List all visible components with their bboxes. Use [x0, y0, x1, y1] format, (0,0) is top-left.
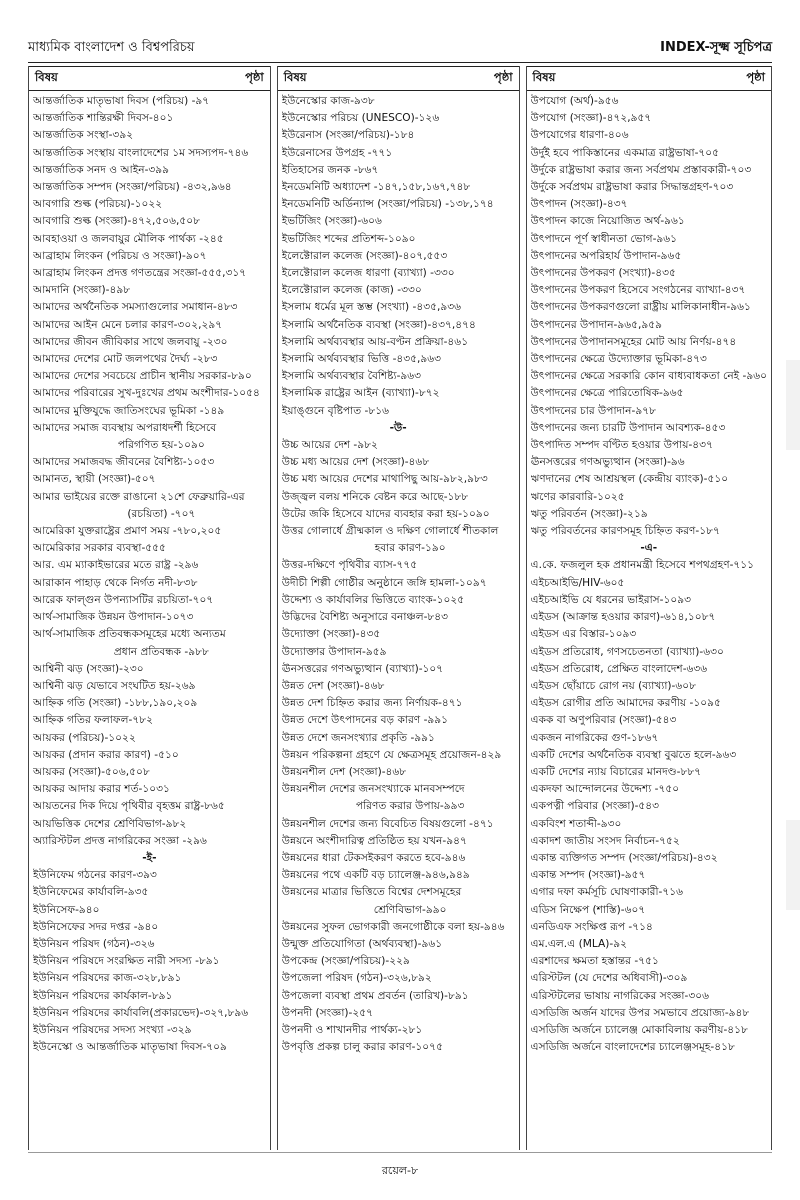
index-entry: উর্দুকে রাষ্ট্রভাষা করার জন্য সর্বপ্রথম প্রস্তাবকারী-৭০৩ [530, 163, 752, 176]
index-entry: ইউনিসেফ-৯৪০ [33, 903, 100, 916]
index-entry: একান্ত ব্যক্তিগত সম্পদ (সংজ্ঞা/পরিচয়)-৪৩২ [530, 851, 718, 864]
index-entry: আমাদের সমাজবদ্ধ জীবনের বৈশিষ্ট্য-১০৫৩ [33, 456, 215, 469]
index-entry: আয়কর (পরিচয়)-১০২২ [33, 731, 136, 744]
index-entry: আর. এম ম্যাকাইভারের মতে রাষ্ট্র -২৯৬ [33, 559, 199, 572]
index-entry: এডিস নিক্ষেপ (শাস্তি)-৬০৭ [530, 903, 646, 916]
index-entry: ইউনিয়ন পরিষদের কাজ-৩২৮,৮৯১ [33, 972, 182, 985]
index-entry: উন্নত দেশ চিহ্নিত করার জন্য নির্ণায়ক-৪৭১ [281, 697, 463, 710]
index-entry: এইডস এর বিস্তার-১০৯৩ [530, 628, 637, 641]
column-header [527, 66, 771, 91]
index-entry: ঊনসত্তরের গণঅভ্যুত্থান (সংজ্ঞা)-৯৬ [530, 456, 685, 469]
index-entry: ইলেক্টোরাল কলেজ ধারণা (ব্যাখ্যা) -৩৩০ [281, 267, 455, 280]
index-entry: উন্নত দেশে জনসংখ্যার প্রকৃতি -৯৯১ [281, 731, 435, 744]
index-entry: উর্দুকে সর্বপ্রথম রাষ্ট্রভাষা করার সিদ্ধান্তগ্রহণ-৭০৩ [530, 181, 734, 194]
index-entry: ইসলামি অর্থনৈতিক ব্যবস্থা (সংজ্ঞা)-৪৩৭,৪৭৪ [281, 318, 476, 331]
index-entry: এইচআইভি যে ধরনের ভাইরাস-১০৯৩ [530, 593, 692, 606]
index-entry: আবহাওয়া ও জলবায়ুর মৌলিক পার্থক্য -২৪৫ [33, 232, 224, 245]
page-edge-shading [786, 820, 800, 910]
index-entry: উৎপাদনে পূর্ণ স্বাধীনতা ভোগ-৯৬১ [530, 232, 678, 245]
index-entry: এইডস প্রতিরোধ, গণসচেতনতা (ব্যাখ্যা)-৬৩০ [530, 645, 724, 658]
index-entry: আমাদের আইন মেনে চলার কারণ-৩০২,২৯৭ [33, 318, 223, 331]
index-entry: আয়কর (প্রদান করার কারণ) -৫১০ [33, 748, 179, 761]
index-entry: এইচআইভি/HIV-৬০৫ [530, 576, 625, 589]
index-entry: আমাদের পরিবারের সুখ-দুঃখের প্রথম অংশীদার-১০৫৪ [33, 387, 260, 400]
index-entry: উপজেলা পরিষদ (গঠন)-৩২৬,৮৯২ [281, 972, 432, 985]
index-entry: আশ্বিনী ঝড় (সংজ্ঞা)-২৩০ [33, 662, 144, 675]
index-entry: একদফা আন্দোলনের উদ্দেশ্য -৭৫০ [530, 783, 680, 796]
index-entry: এইডস (আক্রান্ত হওয়ার কারণ)-৬১৪,১০৮৭ [530, 611, 716, 624]
index-entry: উপযোগ (অর্থ)-৯৫৬ [530, 95, 619, 107]
index-entry: আন্তর্জাতিক শান্তিরক্ষী দিবস-৪০১ [33, 112, 174, 125]
index-entry: উৎপাদনের ক্ষেত্রে পারিতোষিক-৯৬৫ [530, 387, 684, 400]
index-entry: ইউনেস্কো ও আন্তর্জাতিক মাতৃভাষা দিবস-৭০৯ [33, 1041, 227, 1054]
entry-list [29, 91, 270, 1058]
index-entry: ইভটিজিং (সংজ্ঞা)-৬০৬ [281, 215, 382, 228]
index-entry: ইনডেমনিটি অর্ডিন্যান্স (সংজ্ঞা/পরিচয়) -১৩৮,১৭৪ [281, 198, 494, 211]
index-entry: আন্তর্জাতিক সংস্থা-৩৯২ [33, 129, 134, 142]
index-entry-continuation: পরিগণিত হয়-১০৯০ [117, 439, 205, 452]
index-entry: এরিস্টটল (যে দেশের অধিবাসী)-৩০৯ [530, 972, 688, 985]
index-entry: এসডিজি অর্জনে চ্যালেঞ্জ মোকাবিলায় করণীয়-৪১৮ [530, 1023, 748, 1036]
index-entry: এসডিজি অর্জন যাদের উপর সমভাবে প্রয়োজ্য-৯৪৮ [530, 1006, 750, 1019]
page-footer: রয়েল-৮ [381, 1164, 419, 1177]
index-entry: উপজেলা ব্যবস্থা প্রথম প্রবর্তন (তারিখ)-৮৯১ [281, 989, 469, 1002]
index-entry: ইউনিফেম গঠনের কারণ-৩৯৩ [33, 869, 157, 882]
index-entry: আন্তর্জাতিক সংস্থায় বাংলাদেশের ১ম সদস্যপদ-৭৪৬ [33, 146, 249, 159]
index-entry-continuation: (রচয়িতা) -৭০৭ [127, 507, 196, 520]
index-entry: একপত্নী পরিবার (সংজ্ঞা)-৫৪৩ [530, 800, 660, 813]
index-entry: উজ্জ্বল বলয় শনিকে বেষ্টন করে আছে-১৮৮ [281, 490, 469, 503]
index-entry: আয়তনের দিক দিয়ে পৃথিবীর বৃহত্তম রাষ্ট্র-৮৬৫ [33, 800, 225, 813]
index-entry: ঋতু পরিবর্তনের কারণসমূহ চিহ্নিত করণ-১৮৭ [530, 525, 720, 538]
index-entry: উৎপাদনের উপকরণ হিসেবে সংগঠনের ব্যাখ্যা-৪৩৭ [530, 284, 746, 297]
column-header [278, 66, 519, 91]
index-entry: আমাদের অর্থনৈতিক সমস্যাগুলোর সমাধান-৪৮৩ [33, 301, 238, 314]
index-entry: অ্যারিস্টটল প্রদত্ত নাগরিকের সংজ্ঞা -২৯৬ [33, 834, 207, 847]
index-entry: উৎপাদনের উপকরণগুলো রাষ্ট্রীয় মালিকানাধীন-৯৬১ [530, 301, 751, 314]
index-entry: উন্মুক্ত প্রতিযোগিতা (অর্থব্যবস্থা)-৯৬১ [281, 937, 443, 950]
index-entry: উন্নয়নশীল দেশের জন্য বিবেচিত বিষয়গুলো -৪৭১ [281, 817, 494, 830]
index-entry: উপনদী ও শাখানদীর পার্থক্য-২৮১ [281, 1023, 423, 1036]
index-entry: আর্থ-সামাজিক উন্নয়ন উপাদান-১০৭৩ [33, 611, 194, 624]
index-entry: ঋণের কারবারি-১০২৫ [530, 490, 625, 503]
index-title: INDEX-সূক্ষ্ম সূচিপত্র [660, 40, 772, 55]
index-entry: উৎপাদন (সংজ্ঞা)-৪৩৭ [530, 198, 628, 211]
index-entry-continuation: পরিণত করার উপায়-৯৯৩ [355, 800, 465, 813]
index-entry: উৎপাদনের ক্ষেত্রে উদ্যোক্তার ভূমিকা-৪৭৩ [530, 353, 707, 366]
index-entry: ইউনেস্কোর কাজ-৯৩৮ [281, 95, 375, 107]
index-entry: আমাদের মুক্তিযুদ্ধে জাতিসংঘের ভূমিকা -১৪৯ [33, 404, 225, 417]
index-entry: ইউনেস্কোর পরিচয় (UNESCO)-১২৬ [281, 112, 440, 125]
index-entry: উত্তর-দক্ষিণে পৃথিবীর ব্যাস-৭৭৫ [281, 559, 418, 572]
index-columns [28, 66, 772, 1150]
index-entry-continuation: শ্রেণিবিভাগ-৯৯০ [373, 903, 447, 916]
index-entry: একটি দেশের ন্যায় বিচারের মানদণ্ড-৮৮৭ [530, 765, 702, 778]
entry-list [278, 91, 519, 1058]
index-entry: উত্তর গোলার্ধে গ্রীষ্মকাল ও দক্ষিণ গোলার্ধে শীতকাল [281, 525, 499, 538]
index-entry: ইলেক্টোরাল কলেজ (সংজ্ঞা)-৪০৭,৫৫৩ [281, 249, 448, 262]
index-entry: ইসলামিক রাষ্ট্রের আইন (ব্যাখ্যা)-৮৭২ [281, 387, 440, 400]
entry-list [527, 91, 771, 1058]
index-entry: ইসলামি অর্থব্যবস্থার বৈশিষ্ট্য-৯৬৩ [281, 370, 422, 383]
index-entry: উৎপাদনের উপাদান-৯৬৫,৯৫৯ [530, 318, 662, 331]
index-entry: একজন নাগরিকের গুণ-১৮৬৭ [530, 731, 659, 744]
index-entry: আশ্বিনী ঝড় যেভাবে সংঘটিত হয়-২৬৯ [33, 679, 196, 692]
index-entry: ইসলামি অর্থব্যবস্থার ভিত্তি -৪৩৫,৯৬৩ [281, 353, 442, 366]
index-entry: একক বা অণুপরিবার (সংজ্ঞা)-৫৪৩ [530, 714, 677, 727]
index-entry: ইউনিফেমের কার্যাবলি-৯৩৫ [33, 886, 149, 899]
index-entry: ইউনিয়ন পরিষদের সদস্য সংখ্যা -৩২৯ [33, 1023, 192, 1036]
index-entry: ইতিহাসের জনক -৮৬৭ [281, 163, 379, 176]
index-entry: উটের জকি হিসেবে যাদের ব্যবহার করা হয়-১০৯০ [281, 507, 490, 520]
index-entry: এম.এল.এ (MLA)-৯২ [530, 937, 627, 950]
index-entry: এরিস্টটলের ভাষায় নাগরিকের সংজ্ঞা-৩০৬ [530, 989, 709, 1002]
index-entry-continuation: প্রধান প্রতিবন্ধক -৯৮৮ [113, 645, 209, 658]
index-entry: আমাদের সমাজ ব্যবস্থায় অপরাধদর্শী হিসেবে [33, 421, 217, 434]
index-entry: ইউনিয়ন পরিষদের কার্যকাল-৮৯১ [33, 989, 173, 1002]
subject-heading: বিষয় [283, 70, 307, 84]
index-entry: একটি দেশের অর্থনৈতিক ব্যবস্থা বুঝতে হলে-৯৬৩ [530, 748, 737, 761]
index-entry: আরাকান পাহাড় থেকে নির্গত নদী-৮৩৮ [33, 576, 198, 589]
index-entry: আবগারি শুল্ক (সংজ্ঞা)-৪৭২,৫০৬,৫০৮ [33, 215, 201, 228]
index-entry: উপবৃত্তি প্রকল্প চালু করার কারণ-১০৭৫ [281, 1041, 443, 1054]
index-entry: একবিংশ শতাব্দী-৯৩০ [530, 817, 622, 830]
index-entry: এনডিএফ সংক্ষিপ্ত রূপ -৭১৪ [530, 920, 653, 933]
index-entry: আমদানি (সংজ্ঞা)-৪৯৮ [33, 284, 131, 297]
index-entry: উন্নয়নের মাত্রার ভিত্তিতে বিশ্বের দেশসমূহের [281, 886, 462, 899]
index-entry: আয়কর আদায় করার শর্ত-১০৩১ [33, 783, 170, 796]
book-title: মাধ্যমিক বাংলাদেশ ও বিশ্বপরিচয় [28, 40, 195, 55]
index-entry: এ.কে. ফজলুল হক প্রধানমন্ত্রী হিসেবে শপথগ্রহণ-৭১১ [530, 559, 755, 572]
index-entry: উদ্ভিদের বৈশিষ্ট্য অনুসারে বনাঞ্চল-৮৪৩ [281, 611, 449, 624]
index-entry: আহ্নিক গতি (সংজ্ঞা) -১৮৮,১৯০,২০৯ [33, 697, 198, 710]
index-entry: উৎপাদন কাজে নিয়োজিত অর্থ-৯৬১ [530, 215, 685, 228]
section-letter: -ই- [142, 851, 157, 864]
index-entry: উন্নয়নের সুফল ভোগকারী জনগোষ্ঠীকে বলা হয়-৯৪৬ [281, 920, 505, 933]
column-header [29, 66, 270, 91]
index-entry: আমাদের জীবন জীবিকার সাথে জলবায়ু -২৩০ [33, 335, 228, 348]
index-entry: আর্থ-সামাজিক প্রতিবন্ধকসমূহের মধ্যে অন্যতম [33, 628, 226, 641]
index-entry: ইলেক্টোরাল কলেজ (কাজ) -৩৩০ [281, 284, 422, 297]
index-entry: আমার ভাইয়ের রক্তে রাঙানো ২১শে ফেব্রুয়ারি-এর [33, 490, 245, 503]
index-entry: উদীচী শিল্পী গোষ্ঠীর অনুষ্ঠানে জঙ্গি হামলা-১০৯৭ [281, 576, 487, 589]
index-entry: আন্তর্জাতিক সম্পদ (সংজ্ঞা/পরিচয়) -৪৩২,৯৬৪ [33, 181, 232, 194]
index-entry: একাদশ জাতীয় সংসদ নির্বাচন-৭৫২ [530, 834, 680, 847]
index-entry: একান্ত সম্পদ (সংজ্ঞা)-৯৫৭ [530, 869, 646, 882]
index-entry: এইডস রোগীর প্রতি আমাদের করণীয় -১০৯৫ [530, 697, 721, 710]
index-entry-continuation: হবার কারণ-১৯০ [374, 542, 446, 555]
index-entry: ইউনিসেফের সদর দপ্তর -৯৪০ [33, 920, 159, 933]
page-edge-shading [786, 360, 800, 450]
index-entry: এগার দফা কর্মসূচি ঘোষণাকারী-৭১৬ [530, 886, 684, 899]
index-entry: উন্নত দেশে উৎপাদনের বড় কারণ -৯৯১ [281, 714, 449, 727]
index-entry: উৎপাদনের চার উপাদান-৯৭৮ [530, 404, 656, 417]
index-entry: ইয়াঙ্গুনে বৃষ্টিপাত -৮১৬ [281, 404, 390, 417]
index-entry: উন্নয়নশীল দেশ (সংজ্ঞা)-৪৬৮ [281, 765, 407, 778]
page-heading: পৃষ্ঠা [493, 70, 513, 84]
index-entry: ইউনিয়ন পরিষদের কার্যাবলি(প্রকারভেদ)-৩২৭,৮৯৬ [33, 1006, 249, 1019]
subject-heading: বিষয় [532, 70, 556, 84]
page-header [28, 36, 772, 63]
index-entry: ইভটিজিং শব্দের প্রতিশব্দ-১০৯০ [281, 232, 416, 245]
index-entry: ঋণদানের শেষ আশ্রয়স্থল (কেন্দ্রীয় ব্যাংক)-৫১০ [530, 473, 729, 486]
index-entry: উচ্চ মধ্য আয়ের দেশ (সংজ্ঞা)-৪৬৮ [281, 456, 430, 469]
index-column-1 [28, 66, 271, 1150]
page-heading: পৃষ্ঠা [746, 70, 765, 84]
index-entry: এসডিজি অর্জনে বাংলাদেশের চ্যালেঞ্জসমূহ-৪১৮ [530, 1041, 735, 1054]
index-entry: উন্নয়নের ধারা টেকসইকরণ করতে হবে-৯৪৬ [281, 851, 466, 864]
index-entry: উপযোগ (সংজ্ঞা)-৪৭২,৯৫৭ [530, 112, 652, 125]
index-entry: উন্নয়নে অংশীদারিত্ব প্রতিষ্ঠিত হয় যখন-৯৪৭ [281, 834, 467, 847]
index-entry: উদ্দেশ্য ও কার্যাবলির ভিত্তিতে ব্যাংক-১০২৫ [281, 593, 465, 606]
page-heading: পৃষ্ঠা [245, 70, 264, 84]
index-entry: ইসলামি অর্থব্যবস্থার আয়-বণ্টন প্রক্রিয়া-৪৬১ [281, 335, 469, 348]
index-entry: উন্নয়নশীল দেশের জনসংখ্যাকে মানবসম্পদে [281, 783, 465, 796]
index-entry: আমাদের দেশের মোট জলপথের দৈর্ঘ্য -২৮৩ [33, 353, 218, 366]
index-entry: উন্নত দেশ (সংজ্ঞা)-৪৬৮ [281, 679, 385, 692]
index-entry: উদ্যোক্তা (সংজ্ঞা)-৪৩৫ [281, 628, 381, 641]
index-entry: আয়ভিত্তিক দেশের শ্রেণিবিভাগ-৯৮২ [33, 817, 187, 830]
index-entry: উৎপাদনের উপাদানসমূহের মোট আয় নির্ণয়-৪৭৪ [530, 335, 737, 348]
index-entry: উন্নয়ন পরিকল্পনা গ্রহণে যে ক্ষেত্রসমূহ প্রয়োজন-৪২৯ [281, 748, 502, 761]
index-entry: আমাদের দেশের সবচেয়ে প্রাচীন স্থানীয় সরকার-৮৯০ [33, 370, 252, 383]
index-entry: উৎপাদিত সম্পদ বণ্টিত হওয়ার উপায়-৪৩৭ [530, 439, 713, 452]
index-entry: আমানত, স্থায়ী (সংজ্ঞা)-৫০৭ [33, 473, 156, 486]
index-entry: ইউনিয়ন পরিষদ (গঠন)-৩২৬ [33, 937, 155, 950]
index-entry: উপকেন্দ্র (সংজ্ঞা/পরিচয়)-২২৯ [281, 955, 410, 968]
index-entry: আমেরিকার সরকার ব্যবস্থা-৫৫৫ [33, 542, 166, 555]
section-letter: -উ- [389, 421, 407, 434]
index-entry: ইউনিয়ন পরিষদে সংরক্ষিত নারী সদস্য -৮৯১ [33, 955, 220, 968]
index-column-2 [277, 66, 520, 1150]
index-entry: আয়কর (সংজ্ঞা)-৫০৬,৫০৮ [33, 765, 150, 778]
index-entry: উপযোগের ধারণা-৪০৬ [530, 129, 629, 142]
index-entry: ইসলাম ধর্মের মূল স্তম্ভ (সংখ্যা) -৪৩৫,৯৩৬ [281, 301, 462, 314]
index-entry: উৎপাদনের ক্ষেত্রে সরকারি কোন বাধ্যবাধকতা নেই -৯৬০ [530, 370, 767, 383]
subject-heading: বিষয় [35, 70, 58, 84]
index-entry: এরশাদের ক্ষমতা হস্তান্তর -৭৫১ [530, 955, 659, 968]
index-entry: উচ্চ আয়ের দেশ -৯৮২ [281, 439, 378, 452]
index-entry: আবগারি শুল্ক (পরিচয়)-১০২২ [33, 198, 163, 211]
index-entry: ঋতু পরিবর্তন (সংজ্ঞা)-২১৯ [530, 507, 648, 520]
index-entry: ইউরেনাসের উপগ্রহ -৭৭১ [281, 146, 393, 159]
section-letter: -এ- [640, 542, 658, 555]
index-entry: উৎপাদনের উপকরণ (সংখ্যা)-৪৩৫ [530, 267, 676, 280]
index-entry: আন্তর্জাতিক সনদ ও আইন-৩৯৯ [33, 163, 170, 176]
index-entry: উদ্যোক্তার উপাদান-৯৫৯ [281, 645, 387, 658]
index-entry: আন্তর্জাতিক মাতৃভাষা দিবস (পরিচয়) -৯৭ [33, 95, 210, 107]
index-entry: আব্রাহাম লিংকন (পরিচয় ও সংজ্ঞা)-৯০৭ [33, 249, 207, 262]
index-entry: উর্দুই হবে পাকিস্তানের একমাত্র রাষ্ট্রভাষা-৭০৫ [530, 146, 720, 159]
index-entry: এইডস ছোঁয়াচে রোগ নয় (ব্যাখ্যা)-৬০৮ [530, 679, 697, 692]
index-entry: উচ্চ মধ্য আয়ের দেশের মাথাপিছু আয়-৯৮২,৯৮৩ [281, 473, 488, 486]
index-entry: উপনদী (সংজ্ঞা)-২৫৭ [281, 1006, 374, 1019]
footer-rule [28, 1152, 772, 1153]
index-entry: উৎপাদনের অপরিহার্য উপাদান-৯৬৫ [530, 249, 682, 262]
index-entry: উৎপাদনের জন্য চারটি উপাদান আবশ্যক-৪৫৩ [530, 421, 726, 434]
index-entry: এইডস প্রতিরোধ, প্রেক্ষিত বাংলাদেশ-৬৩৬ [530, 662, 708, 675]
index-entry: উন্নয়নের পথে একটি বড় চ্যালেঞ্জ-৯৪৬,৯৪৯ [281, 869, 470, 882]
index-entry: আব্রাহাম লিংকন প্রদত্ত গণতন্ত্রের সংজ্ঞা-৫৫৫,৩১৭ [33, 267, 247, 280]
index-entry: ঊনসত্তরের গণঅভ্যুত্থান (ব্যাখ্যা)-১০৭ [281, 662, 444, 675]
index-column-3 [526, 66, 772, 1150]
index-entry: আহ্নিক গতির ফলাফল-৭৮২ [33, 714, 153, 727]
index-entry: আমেরিকা যুক্তরাষ্ট্রের প্রমাণ সময় -৭৮০,২০৫ [33, 525, 222, 538]
index-entry: ইনডেমনিটি অধ্যাদেশ -১৪৭,১৫৮,১৬৭,৭৪৮ [281, 181, 471, 194]
index-entry: আরেক ফাল্গুন উপন্যাসটির রচয়িতা-৭০৭ [33, 593, 214, 606]
index-entry: ইউরেনাস (সংজ্ঞা/পরিচয়)-১৮৪ [281, 129, 415, 142]
